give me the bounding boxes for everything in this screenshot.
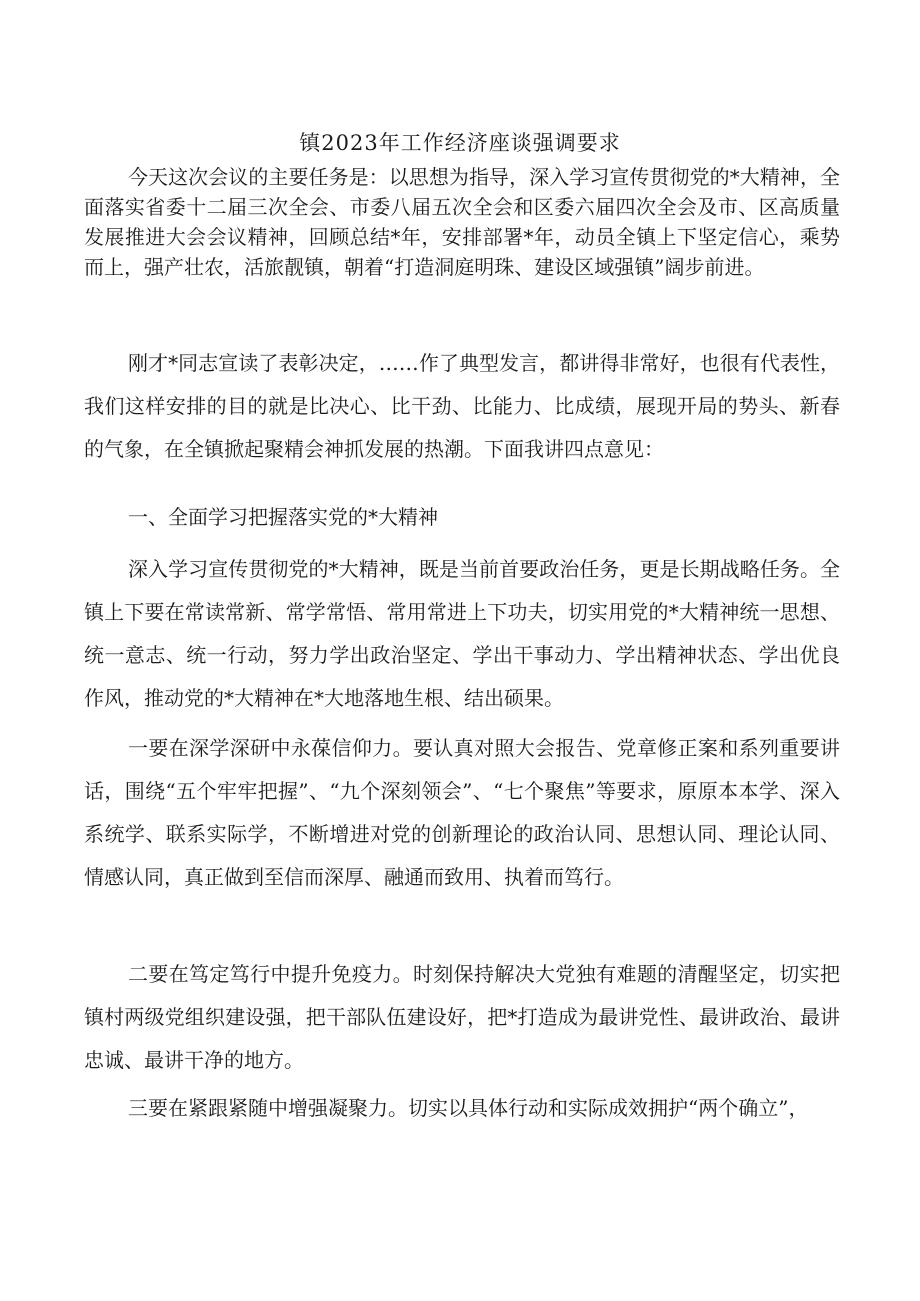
- section-heading-1: 一、全面学习把握落实党的*大精神: [128, 505, 438, 529]
- paragraph-meeting-task: 今天这次会议的主要任务是：以思想为指导，深入学习宣传贯彻党的*大精神，全面落实省委十二届三次全会、市委八届五次全会和区委六届四次全会及市、区高质量发展推进大会会议精神，回顾总结*年，安排部署*年，动员全镇上下坚定信心，乘势而上，强产壮农，活旅靓镇，朝着“打造洞庭明珠、建设区域强镇”阔步前进。: [84, 165, 840, 279]
- document-title: 镇2023年工作经济座谈强调要求: [299, 131, 621, 155]
- paragraph-point-one: 一要在深学深研中永葆信仰力。要认真对照大会报告、党章修正案和系列重要讲话，围绕“五个牢牢把握”、“九个深刻领会”、“七个聚焦”等要求，原原本本学、深入系统学、联系实际学，不断增进对党的创新理论的政治认同、思想认同、理论认同、情感认同，真正做到至信而深厚、融通而致用、执着而笃行。: [84, 736, 840, 889]
- paragraph-point-three: 三要在紧跟紧随中增强凝聚力。切实以具体行动和实际成效拥护“两个确立”，: [128, 1096, 809, 1120]
- paragraph-point-two: 二要在笃定笃行中提升免疫力。时刻保持解决大党独有难题的清醒坚定，切实把镇村两级党组织建设强，把干部队伍建设好，把*打造成为最讲党性、最讲政治、最讲忠诚、最讲干净的地方。: [84, 962, 840, 1072]
- paragraph-commendation: 刚才*同志宣读了表彰决定，……作了典型发言，都讲得非常好，也很有代表性，我们这样安排的目的就是比决心、比干劲、比能力、比成绩，展现开局的势头、新春的气象，在全镇掀起聚精会神抓发展的热潮。下面我讲四点意见：: [84, 351, 840, 461]
- paragraph-study-spirit: 深入学习宣传贯彻党的*大精神，既是当前首要政治任务，更是长期战略任务。全镇上下要在常读常新、常学常悟、常用常进上下功夫，切实用党的*大精神统一思想、统一意志、统一行动，努力学出政治坚定、学出干事动力、学出精神状态、学出优良作风，推动党的*大精神在*大地落地生根、结出硕果。: [84, 557, 840, 710]
